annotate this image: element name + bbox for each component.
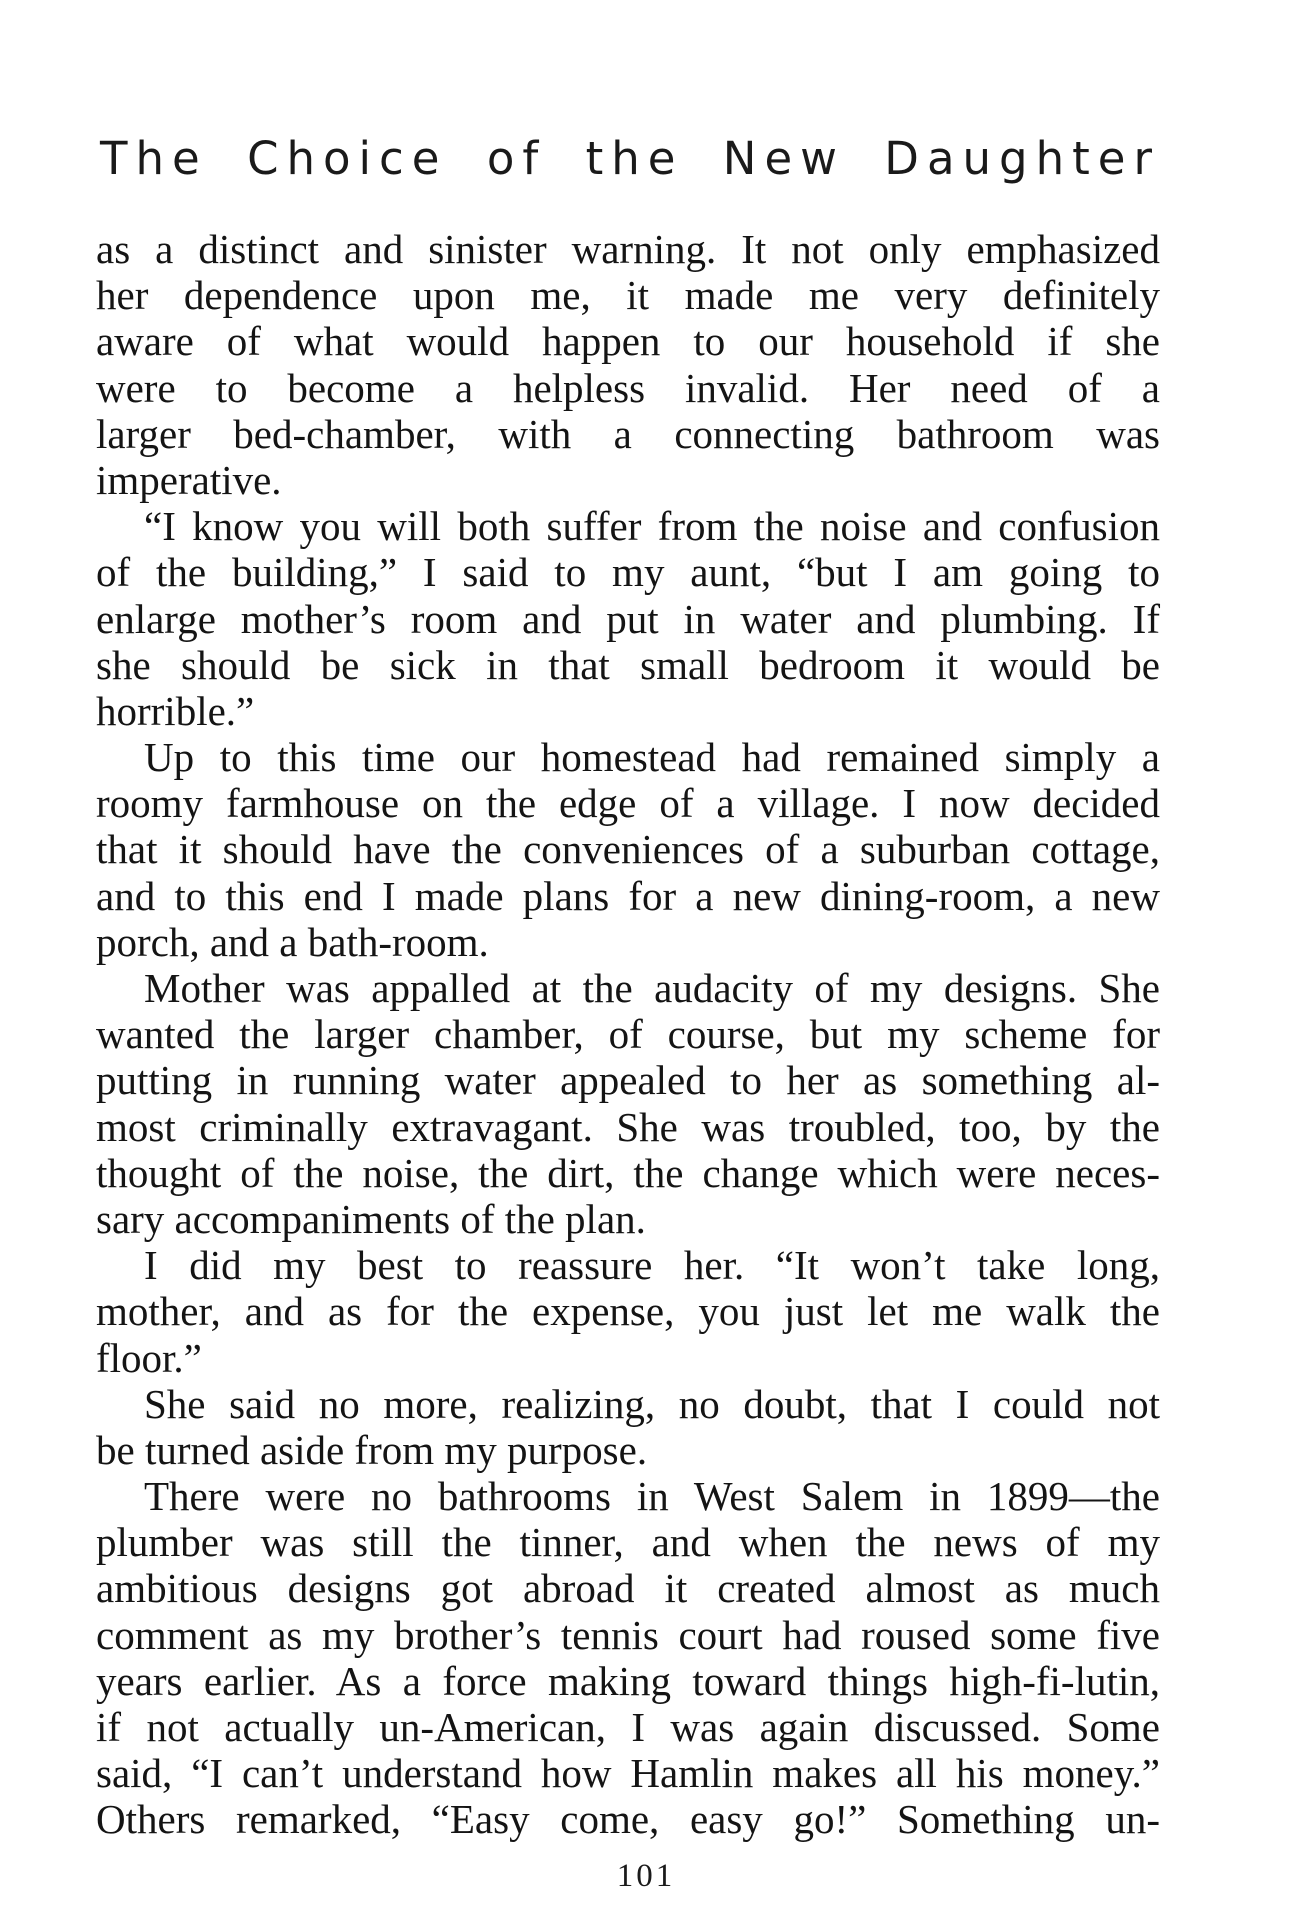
text-line: She said no more, realizing, no doubt, that I could not [144, 1380, 1160, 1427]
text-line: thought of the noise, the dirt, the change which were neces- [96, 1149, 1160, 1196]
text-line: were to become a helpless invalid. Her need of a [96, 364, 1160, 411]
text-line: she should be sick in that small bedroom it would be [96, 641, 1160, 688]
text-line: be turned aside from my purpose. [96, 1426, 648, 1473]
running-head-word: the [585, 132, 684, 185]
text-line: porch, and a bath-room. [96, 918, 489, 965]
page-number: 101 [616, 1858, 676, 1894]
text-line: imperative. [96, 456, 282, 503]
text-line: her dependence upon me, it made me very definitely [96, 272, 1160, 319]
running-head [100, 132, 1160, 185]
text-line: plumber was still the tinner, and when the news of my [96, 1519, 1160, 1566]
text-line: of the building,” I said to my aunt, “but I am going to [96, 549, 1160, 596]
text-line: mother, and as for the expense, you just let me walk the [96, 1288, 1160, 1335]
running-head-word: of [486, 132, 547, 185]
running-head-word: New [722, 132, 845, 185]
text-line: floor.” [96, 1334, 202, 1381]
text-line: said, “I can’t understand how Hamlin makes all his money.” [96, 1750, 1160, 1797]
text-line: wanted the larger chamber, of course, but my scheme for [96, 1011, 1160, 1058]
text-line: roomy farmhouse on the edge of a village. I now decided [96, 780, 1160, 827]
running-head-word: Choice [247, 132, 448, 185]
text-line: “I know you will both suffer from the noise and confusion [144, 503, 1160, 550]
body-text [96, 226, 1160, 1843]
running-head-word: Daughter [884, 132, 1160, 185]
text-line: I did my best to reassure her. “It won’t take long, [144, 1242, 1160, 1289]
text-line: putting in running water appealed to her as something al- [96, 1057, 1160, 1104]
text-line: comment as my brother’s tennis court had roused some five [96, 1611, 1160, 1658]
text-line: that it should have the conveniences of a suburban cottage, [96, 826, 1160, 873]
text-line: if not actually un-American, I was again discussed. Some [96, 1704, 1160, 1750]
text-line: There were no bathrooms in West Salem in 1899—the [144, 1473, 1160, 1520]
text-line: Mother was appalled at the audacity of my designs. She [144, 965, 1160, 1011]
text-line: aware of what would happen to our household if she [96, 318, 1160, 365]
text-line: years earlier. As a force making toward things high-fi-lutin, [96, 1657, 1160, 1704]
text-line: as a distinct and sinister warning. It not only emphasized [96, 226, 1160, 272]
text-line: Others remarked, “Easy come, easy go!” Something un- [96, 1796, 1160, 1843]
text-line: larger bed-chamber, with a connecting bathroom was [96, 410, 1160, 457]
running-head-word: The [100, 132, 208, 185]
text-line: and to this end I made plans for a new dining-room, a new [96, 872, 1160, 919]
text-line: Up to this time our homestead had remained simply a [144, 734, 1160, 781]
text-line: ambitious designs got abroad it created almost as much [96, 1565, 1160, 1612]
text-line: enlarge mother’s room and put in water and plumbing. If [96, 595, 1160, 642]
text-line: horrible.” [96, 687, 255, 734]
text-line: most criminally extravagant. She was troubled, too, by the [96, 1103, 1160, 1150]
text-line: sary accompaniments of the plan. [96, 1195, 646, 1242]
